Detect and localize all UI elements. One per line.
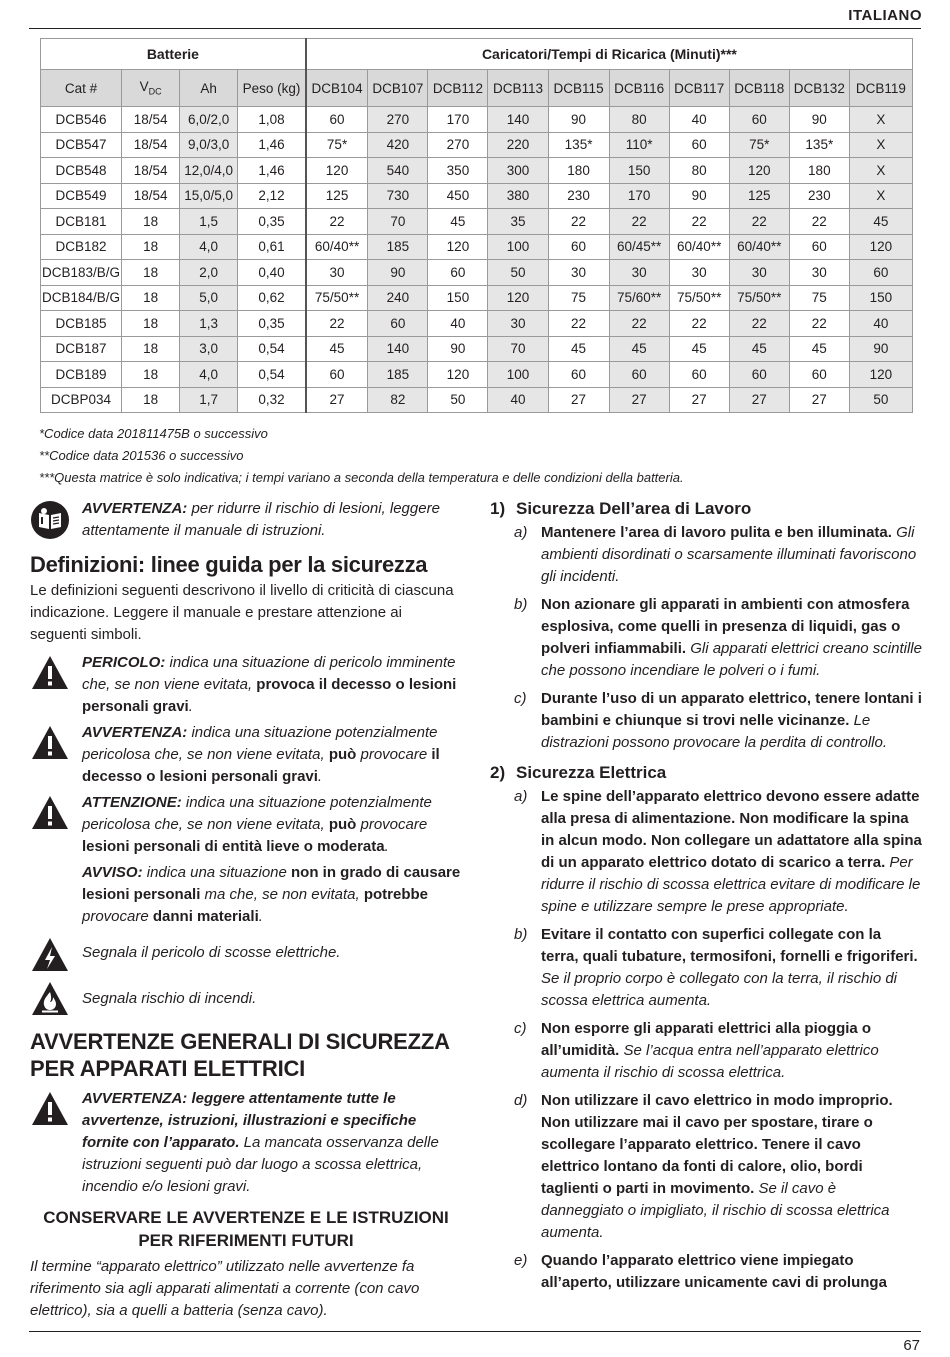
list-item (490, 786, 922, 918)
item-text: Per ridurre il rischio di scossa elettrica evitare di modificare le spine e utilizzare sempre le prese appropriate. (541, 854, 921, 915)
avviso-text: indica una situazione (142, 864, 292, 881)
table-cell: 75 (789, 285, 849, 311)
item-bold-text: Quando l’apparato elettrico viene impiegato all’aperto, utilizzare unicamente cavi di prolunga (541, 1252, 887, 1291)
avviso-bold-2: potrebbe (363, 886, 428, 903)
table-cell: 22 (669, 209, 729, 235)
table-cell: 80 (669, 158, 729, 184)
table-cell: 22 (306, 209, 368, 235)
table-cell: 18/54 (122, 107, 180, 133)
table-cell: 45 (789, 336, 849, 362)
table-row (41, 260, 913, 286)
column-header: Peso (kg) (238, 70, 306, 107)
table-cell: 120 (849, 234, 912, 260)
table-cell: 120 (428, 234, 488, 260)
table-cell: 45 (306, 336, 368, 362)
list-item (490, 924, 922, 1012)
table-cell: 9,0/3,0 (180, 132, 238, 158)
item-bold-text: Le spine dell’apparato elettrico devono essere adatte alla presa di alimentazione. Non modificare la spina in alcun modo. Non collegare un adattatore alla spina di un apparato elettrico dotato di scarico a terra. (541, 788, 922, 871)
table-cell: 45 (849, 209, 912, 235)
table-cell: 30 (488, 311, 548, 337)
avvertenza-entry (30, 722, 462, 788)
item-text: Gli apparati elettrici creano scintille che possono incendiare le polveri o i fumi. (541, 640, 922, 679)
table-cell: 60 (669, 362, 729, 388)
avviso-entry (30, 862, 462, 928)
table-cell: 90 (789, 107, 849, 133)
warning-triangle-icon (30, 1090, 70, 1130)
bottom-rule (29, 1331, 921, 1332)
group-batteries: Batterie (41, 39, 306, 70)
table-cell: 40 (428, 311, 488, 337)
column-header: DCB107 (368, 70, 428, 107)
table-cell: 18/54 (122, 158, 180, 184)
table-cell: 27 (729, 387, 789, 413)
table-cell: X (849, 183, 912, 209)
table-cell: 1,46 (238, 132, 306, 158)
item-letter: a) (514, 788, 528, 805)
table-cell: 45 (428, 209, 488, 235)
manual-warning-text: per ridurre il rischio di lesioni, leggere attentamente il manuale di istruzioni. (82, 500, 440, 539)
table-cell: 75 (548, 285, 609, 311)
table-cell: 45 (548, 336, 609, 362)
table-cell: 5,0 (180, 285, 238, 311)
item-letter: b) (514, 926, 528, 943)
table-cell: 230 (548, 183, 609, 209)
top-rule (29, 28, 921, 29)
table-cell: 420 (368, 132, 428, 158)
list-item (490, 594, 922, 682)
table-cell: 150 (609, 158, 669, 184)
table-cell: 70 (368, 209, 428, 235)
battery-charger-table (40, 38, 913, 413)
table-cell: 22 (548, 311, 609, 337)
table-cell: DCB546 (41, 107, 122, 133)
column-header: DCB112 (428, 70, 488, 107)
avviso-bold-1: non in grado di causare lesioni personali (82, 864, 461, 903)
attenzione-text-2: provocare (356, 816, 428, 833)
table-cell: 125 (306, 183, 368, 209)
avviso-end: . (258, 908, 263, 925)
table-cell: DCB189 (41, 362, 122, 388)
column-header: DCB113 (488, 70, 548, 107)
table-cell: 100 (488, 362, 548, 388)
table-cell: 110* (609, 132, 669, 158)
table-cell: DCB549 (41, 183, 122, 209)
table-cell: 30 (729, 260, 789, 286)
table-cell: 60 (548, 234, 609, 260)
table-cell: 350 (428, 158, 488, 184)
table-cell: 60 (729, 107, 789, 133)
table-cell: 60/40** (669, 234, 729, 260)
general-warning-text: La mancata osservanza delle istruzioni seguenti può dar luogo a scossa elettrica, incendio e/o lesioni gravi. (82, 1134, 439, 1195)
table-cell: 120 (729, 158, 789, 184)
table-cell: 170 (609, 183, 669, 209)
table-cell: 75/50** (669, 285, 729, 311)
section-electrical-items (490, 786, 922, 1294)
table-cell: 50 (849, 387, 912, 413)
fire-icon (30, 980, 70, 1020)
table-cell: 27 (789, 387, 849, 413)
table-cell: 60/40** (306, 234, 368, 260)
table-cell: 75* (306, 132, 368, 158)
table-cell: X (849, 107, 912, 133)
table-cell: 60 (548, 362, 609, 388)
table-cell: 27 (669, 387, 729, 413)
table-cell: 22 (729, 311, 789, 337)
fire-entry (30, 978, 462, 1018)
avvertenza-text-2: provocare (356, 746, 432, 763)
table-cell: 1,5 (180, 209, 238, 235)
table-cell: 82 (368, 387, 428, 413)
table-cell: DCB185 (41, 311, 122, 337)
table-cell: 18 (122, 209, 180, 235)
attenzione-bold-1: può (328, 816, 357, 833)
section-number: 2) (490, 763, 506, 782)
avvertenza-end: . (317, 768, 323, 785)
table-cell: 150 (428, 285, 488, 311)
table-cell: 80 (609, 107, 669, 133)
item-letter: d) (514, 1092, 528, 1109)
table-cell: 27 (609, 387, 669, 413)
table-cell: 270 (368, 107, 428, 133)
table-cell: 12,0/4,0 (180, 158, 238, 184)
pericolo-label: PERICOLO: (82, 654, 166, 671)
table-row (41, 362, 913, 388)
table-cell: 120 (428, 362, 488, 388)
item-text: Se il cavo è danneggiato o impigliato, il rischio di scossa elettrica aumenta. (541, 1180, 890, 1241)
list-item (490, 688, 922, 754)
page-number: 67 (903, 1337, 920, 1354)
table-cell: DCBP034 (41, 387, 122, 413)
column-header: $V_{DC}$ (122, 70, 180, 107)
table-cell: 90 (669, 183, 729, 209)
table-cell: DCB547 (41, 132, 122, 158)
table-notes (39, 423, 684, 489)
table-cell: 30 (306, 260, 368, 286)
avvertenza-bold-1: può (328, 746, 357, 763)
table-cell: 270 (428, 132, 488, 158)
table-cell: 120 (849, 362, 912, 388)
table-cell: 120 (306, 158, 368, 184)
attenzione-label: ATTENZIONE: (82, 794, 182, 811)
definitions-intro: Le definizioni seguenti descrivono il livello di criticità di ciascuna indicazione. Leggere il manuale e prestare attenzione ai seguenti simboli. (30, 582, 454, 643)
right-column (490, 498, 922, 1300)
column-header: DCB104 (306, 70, 368, 107)
table-cell: 60 (669, 132, 729, 158)
table-cell: 90 (849, 336, 912, 362)
table-cell: 4,0 (180, 362, 238, 388)
pericolo-bold: provoca il decesso o lesioni personali gravi (82, 676, 457, 715)
table-cell: 22 (609, 311, 669, 337)
conserve-title: CONSERVARE LE AVVERTENZE E LE ISTRUZIONI PER RIFERIMENTI FUTURI (43, 1208, 449, 1250)
table-cell: 18/54 (122, 132, 180, 158)
table-cell: 45 (729, 336, 789, 362)
pericolo-entry (30, 652, 462, 718)
avviso-text-3: provocare (82, 908, 153, 925)
item-bold-text: Mantenere l’area di lavoro pulita e ben illuminata. (541, 524, 892, 541)
table-cell: 18 (122, 336, 180, 362)
table-cell: 185 (368, 362, 428, 388)
term-definition: Il termine “apparato elettrico” utilizzato nelle avvertenze fa riferimento sia agli apparati alimentati a corrente (con cavo elettrico), sia a quelli a batteria (senza cavo). (30, 1258, 420, 1319)
note-2: **Codice data 201536 o successivo (39, 448, 244, 463)
table-cell: 22 (729, 209, 789, 235)
table-cell: DCB187 (41, 336, 122, 362)
table-cell: 60 (428, 260, 488, 286)
attenzione-end: . (384, 838, 389, 855)
table-cell: 450 (428, 183, 488, 209)
table-cell: 540 (368, 158, 428, 184)
table-cell: 140 (488, 107, 548, 133)
table-cell: 0,35 (238, 209, 306, 235)
table-cell: 18 (122, 387, 180, 413)
item-letter: c) (514, 690, 527, 707)
table-cell: DCB184/B/G (41, 285, 122, 311)
table-row (41, 387, 913, 413)
table-cell: 18 (122, 260, 180, 286)
warning-triangle-icon (30, 654, 70, 694)
table-cell: 60 (306, 362, 368, 388)
column-header: DCB132 (789, 70, 849, 107)
avviso-bold-3: danni materiali (152, 908, 259, 925)
table-cell: 45 (669, 336, 729, 362)
table-cell: 240 (368, 285, 428, 311)
table-cell: DCB183/B/G (41, 260, 122, 286)
table-cell: 0,40 (238, 260, 306, 286)
table-cell: 1,46 (238, 158, 306, 184)
table-cell: 1,3 (180, 311, 238, 337)
table-cell: 6,0/2,0 (180, 107, 238, 133)
table-cell: 90 (368, 260, 428, 286)
column-header: DCB118 (729, 70, 789, 107)
table-cell: 30 (609, 260, 669, 286)
table-cell: 18 (122, 234, 180, 260)
item-bold-text: Non esporre gli apparati elettrici alla pioggia o all’umidità. (541, 1020, 872, 1059)
table-row (41, 183, 913, 209)
table-cell: 3,0 (180, 336, 238, 362)
table-cell: DCB548 (41, 158, 122, 184)
table-cell: 125 (729, 183, 789, 209)
column-header: DCB119 (849, 70, 912, 107)
table-row (41, 234, 913, 260)
item-text: Le distrazioni possono provocare la perdita di controllo. (541, 712, 888, 751)
warning-triangle-icon (30, 724, 70, 764)
item-letter: e) (514, 1252, 528, 1269)
note-3: ***Questa matrice è solo indicativa; i tempi variano a seconda della temperatura e delle condizioni della batteria. (39, 470, 684, 485)
avvertenza-label: AVVERTENZA: (82, 724, 188, 741)
table-cell: 35 (488, 209, 548, 235)
item-bold-text: Non utilizzare il cavo elettrico in modo improprio. Non utilizzare mai il cavo per spostare, tirare o scollegare l’apparato elettrico. Tenere il cavo elettrico lontano da fonti di calore, olio, bordi taglienti o parti in movimento. (541, 1092, 893, 1197)
avviso-text-2: ma che, se non evitata, (200, 886, 364, 903)
table-cell: 100 (488, 234, 548, 260)
table-cell: 4,0 (180, 234, 238, 260)
table-cell: 22 (789, 311, 849, 337)
item-bold-text: Evitare il contatto con superfici collegate con la terra, quali tubature, termosifoni, fornelli e frigoriferi. (541, 926, 918, 965)
item-bold-text: Durante l’uso di un apparato elettrico, tenere lontani i bambini e chiunque si trovi nelle vicinanze. (541, 690, 922, 729)
column-header: DCB117 (669, 70, 729, 107)
section-work-area-items (490, 522, 922, 754)
pericolo-text: indica una situazione di pericolo imminente che, se non viene evitata, (82, 654, 456, 693)
column-header: Cat # (41, 70, 122, 107)
general-warnings-title: AVVERTENZE GENERALI DI SICUREZZA PER APPARATI ELETTRICI (30, 1029, 449, 1081)
table-cell: 180 (789, 158, 849, 184)
table-cell: 60 (789, 362, 849, 388)
table-cell: 30 (789, 260, 849, 286)
table-cell: 135* (548, 132, 609, 158)
section-title-text: Sicurezza Elettrica (516, 763, 667, 782)
column-header: DCB116 (609, 70, 669, 107)
table-cell: 50 (428, 387, 488, 413)
table-cell: 2,0 (180, 260, 238, 286)
table-cell: 185 (368, 234, 428, 260)
electric-shock-icon (30, 936, 70, 976)
table-row (41, 209, 913, 235)
table-row (41, 336, 913, 362)
table-row (41, 285, 913, 311)
table-cell: 60/40** (729, 234, 789, 260)
table-cell: 18 (122, 285, 180, 311)
table-cell: DCB181 (41, 209, 122, 235)
table-cell: 220 (488, 132, 548, 158)
section-title-text: Sicurezza Dell’area di Lavoro (516, 499, 752, 518)
item-bold-text: Non azionare gli apparati in ambienti con atmosfera esplosiva, come quelli in presenza di liquidi, gas o polveri infiammabili. (541, 596, 910, 657)
manual-warning (30, 498, 462, 542)
read-manual-icon (30, 500, 70, 540)
shock-entry (30, 934, 462, 974)
list-item (490, 522, 922, 588)
table-cell: 40 (849, 311, 912, 337)
table-row (41, 311, 913, 337)
general-warning-label: AVVERTENZA: leggere attentamente tutte le avvertenze, istruzioni, illustrazioni e specifiche fornite con l’apparato. (82, 1090, 417, 1151)
item-text: Gli ambienti disordinati o scarsamente illuminati favoriscono gli incidenti. (541, 524, 917, 585)
table-cell: 180 (548, 158, 609, 184)
table-cell: 90 (428, 336, 488, 362)
table-cell: 27 (306, 387, 368, 413)
group-chargers: Caricatori/Tempi di Ricarica (Minuti)*** (306, 39, 913, 70)
note-1: *Codice data 201811475B o successivo (39, 426, 268, 441)
table-cell: 0,61 (238, 234, 306, 260)
table-cell: 60/45** (609, 234, 669, 260)
table-cell: 150 (849, 285, 912, 311)
table-cell: 30 (669, 260, 729, 286)
item-letter: a) (514, 524, 528, 541)
attenzione-entry (30, 792, 462, 858)
item-text: Se l’acqua entra nell’apparato elettrico aumenta il rischio di scossa elettrica. (541, 1042, 879, 1081)
table-cell: 22 (306, 311, 368, 337)
table-cell: X (849, 132, 912, 158)
table-cell: 2,12 (238, 183, 306, 209)
list-item (490, 1250, 922, 1294)
table-cell: 170 (428, 107, 488, 133)
table-cell: 90 (548, 107, 609, 133)
language-label: ITALIANO (848, 7, 922, 24)
table-cell: 380 (488, 183, 548, 209)
avvertenza-bold-2: il decesso o lesioni personali gravi (82, 746, 440, 785)
section-electrical-title (490, 762, 922, 784)
table-cell: 300 (488, 158, 548, 184)
table-cell: 0,54 (238, 336, 306, 362)
table-cell: 0,32 (238, 387, 306, 413)
table-cell: 40 (488, 387, 548, 413)
list-item (490, 1018, 922, 1084)
table-cell: 18/54 (122, 183, 180, 209)
table-row (41, 132, 913, 158)
item-text: Se il proprio corpo è collegato con la terra, il rischio di scossa elettrica aumenta. (541, 970, 898, 1009)
table-cell: 135* (789, 132, 849, 158)
table-cell: 75/60** (609, 285, 669, 311)
avviso-label: AVVISO: (82, 864, 143, 881)
table-cell: 60 (306, 107, 368, 133)
table-cell: 60 (609, 362, 669, 388)
table-cell: 730 (368, 183, 428, 209)
table-cell: 60 (368, 311, 428, 337)
table-cell: 230 (789, 183, 849, 209)
manual-warning-label: AVVERTENZA: (82, 500, 188, 517)
table-row (41, 158, 913, 184)
attenzione-bold-2: lesioni personali di entità lieve o moderata (82, 838, 385, 855)
table-cell: 0,54 (238, 362, 306, 388)
table-cell: 22 (669, 311, 729, 337)
item-letter: c) (514, 1020, 527, 1037)
table-cell: 0,62 (238, 285, 306, 311)
table-cell: 22 (789, 209, 849, 235)
table-cell: 1,7 (180, 387, 238, 413)
table-cell: 22 (609, 209, 669, 235)
table-cell: 18 (122, 362, 180, 388)
table-cell: 40 (669, 107, 729, 133)
definitions-title: Definizioni: linee guida per la sicurezza (30, 552, 428, 577)
attenzione-text: indica una situazione potenzialmente pericolosa che, se non viene evitata, (82, 794, 432, 833)
table-cell: 60 (789, 234, 849, 260)
pericolo-end: . (188, 698, 193, 715)
table-row (41, 107, 913, 133)
table-cell: 75/50** (306, 285, 368, 311)
table-cell: 15,0/5,0 (180, 183, 238, 209)
table-cell: 18 (122, 311, 180, 337)
table-cell: 45 (609, 336, 669, 362)
table-cell: 140 (368, 336, 428, 362)
table-cell: 75/50** (729, 285, 789, 311)
table-cell: 60 (729, 362, 789, 388)
section-work-area-title (490, 498, 922, 520)
list-item (490, 1090, 922, 1244)
item-letter: b) (514, 596, 528, 613)
column-header: Ah (180, 70, 238, 107)
avvertenza-text: indica una situazione potenzialmente pericolosa che, se non viene evitata, (82, 724, 438, 763)
table-cell: 50 (488, 260, 548, 286)
table-cell: 27 (548, 387, 609, 413)
warning-triangle-icon (30, 794, 70, 834)
table-cell: 70 (488, 336, 548, 362)
general-warning-entry (30, 1088, 462, 1198)
table-cell: DCB182 (41, 234, 122, 260)
table-cell: 60 (849, 260, 912, 286)
table-cell: 1,08 (238, 107, 306, 133)
shock-text: Segnala il pericolo di scosse elettriche. (82, 944, 341, 961)
section-number: 1) (490, 499, 506, 518)
table-cell: 0,35 (238, 311, 306, 337)
table-cell: 120 (488, 285, 548, 311)
table-cell: 30 (548, 260, 609, 286)
column-header: DCB115 (548, 70, 609, 107)
left-column (30, 498, 462, 1322)
table-cell: 75* (729, 132, 789, 158)
fire-text: Segnala rischio di incendi. (82, 990, 257, 1007)
table-cell: 22 (548, 209, 609, 235)
table-cell: X (849, 158, 912, 184)
